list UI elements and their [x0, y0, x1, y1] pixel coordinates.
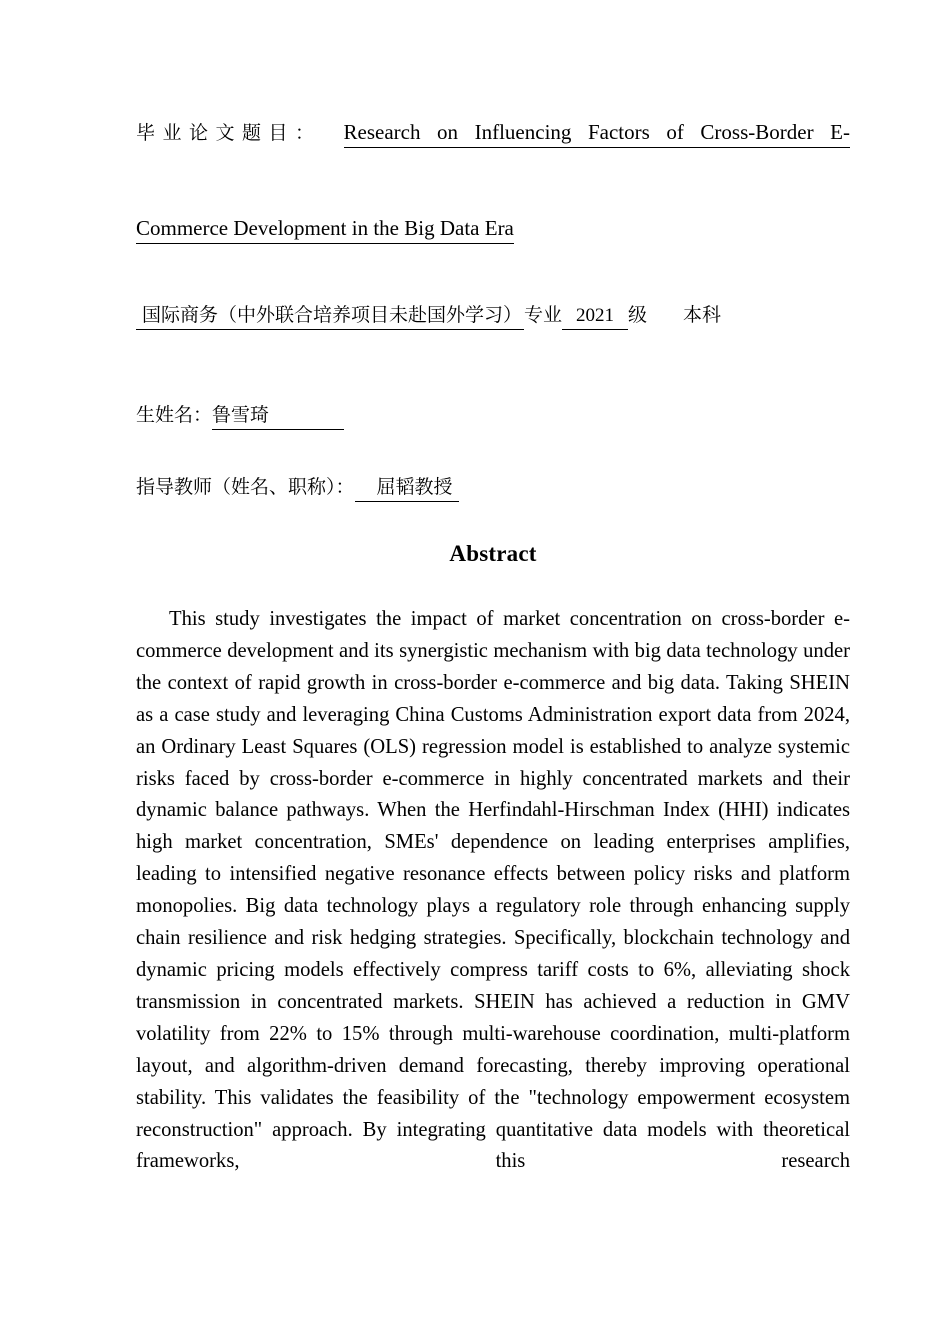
- abstract-paragraph: This study investigates the impact of market concentration on cross-border e-commerce development and its synergistic mechanism with big data technology under the context of rapid growth in cross-border e-commerce and big data. Taking SHEIN as a case study and leveraging China Customs Administration export data from 2024, an Ordinary Least Squares (OLS) regression model is established to analyze systemic risks faced by cross-border e-commerce in highly concentrated markets and their dynamic balance pathways. When the Herfindahl-Hirschman Index (HHI) indicates high market concentration, SMEs' dependence on leading enterprises amplifies, leading to intensified negative resonance effects between policy risks and platform monopolies. Big data technology plays a regulatory role through enhancing supply chain resilience and risk hedging strategies. Specifically, blockchain technology and dynamic pricing models effectively compress tariff costs to 6%, alleviating shock transmission in concentrated markets. SHEIN has achieved a reduction in GMV volatility from 22% to 15% through multi-warehouse coordination, multi-platform layout, and algorithm-driven demand forecasting, thereby improving operational stability. This validates the feasibility of the "technology empowerment ecosystem reconstruction" approach. By integrating quantitative data models with theoretical frameworks, this research: [136, 608, 850, 1173]
- thesis-title-underlined-segment: [344, 120, 850, 148]
- title-word: Factors: [587, 120, 650, 144]
- thesis-title-line-2: Commerce Development in the Big Data Era: [136, 216, 514, 244]
- title-word: on: [437, 120, 459, 144]
- thesis-title-line-1: [136, 118, 850, 152]
- student-name-line: [136, 400, 344, 430]
- thesis-title-label: 毕业论文题目：: [136, 122, 322, 144]
- thesis-title-words: [344, 120, 850, 145]
- advisor-label: 指导教师（姓名、职称）：: [136, 476, 355, 498]
- grade-year-value: 2021: [562, 305, 628, 330]
- degree-level-label: 本科: [683, 304, 722, 326]
- title-word: Cross-Border: [700, 120, 814, 144]
- advisor-name-value: 屈韬教授: [355, 472, 459, 502]
- major-grade-line: [136, 300, 852, 334]
- title-word: Research: [343, 120, 421, 144]
- abstract-heading: Abstract: [449, 541, 537, 566]
- major-field-value: 国际商务（中外联合培养项目未赴国外学习）: [136, 300, 524, 330]
- advisor-line: [136, 472, 459, 502]
- student-name-value: 鲁雪琦: [212, 400, 344, 430]
- title-word: E-: [830, 120, 850, 144]
- major-suffix-label: 专业: [524, 304, 563, 326]
- student-name-label: 生姓名：: [136, 404, 213, 426]
- title-word: Influencing: [474, 120, 572, 144]
- grade-suffix-label: 级: [628, 304, 648, 326]
- title-word: of: [666, 120, 684, 144]
